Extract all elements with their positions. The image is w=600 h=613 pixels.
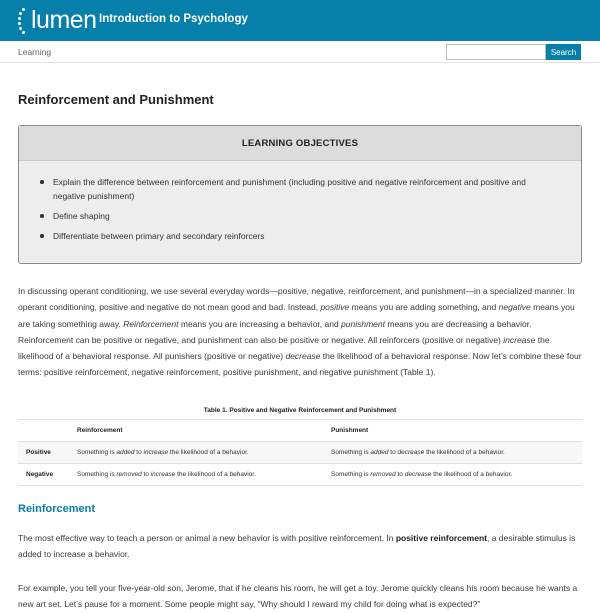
reinforcement-paragraph-2: For example, you tell your five-year-old son, Jerome, that if he cleans his room, he will get a toy. Jerome quickly cleans his room because he wants a new art set. Let’s pause for a moment. Some people might say, “Why should I reward my child for doing what is expected?” [18, 583, 578, 610]
emphasis: removed [370, 471, 396, 478]
text-span: the likelihood of a behavioral response. Now let’s combine these four terms: positive reinforcement, negative reinforcement, positive punishment, and negative punishment (Table 1). [18, 351, 582, 378]
text-span: The most effective way to teach a person or animal a new behavior is with positive reinforcement. In [18, 533, 396, 543]
bold-term: positive reinforcement [395, 533, 487, 543]
emphasis: increase [143, 449, 169, 456]
emphasis: Reinforcement [123, 318, 179, 329]
table-header-cell: Punishment [331, 420, 582, 442]
breadcrumb[interactable]: Learning [18, 47, 52, 57]
course-title[interactable]: Introduction to Psychology [99, 13, 248, 25]
row-label: Negative [18, 464, 77, 486]
learning-objectives-box [18, 125, 582, 264]
table-caption: Table 1. Positive and Negative Reinforcement and Punishment [203, 407, 397, 414]
text-span: the likelihood of a behavior. [168, 449, 249, 456]
text-span: In discussing operant conditioning, we use several everyday words—positive, negative, reinforcement, and punishment—in a specialized manner. In operant conditioning, positive and negative do not mean good and bad. Instead, [18, 286, 575, 313]
table-cell [331, 464, 582, 486]
table-cell [331, 442, 582, 464]
emphasis: decrease [404, 471, 432, 478]
table-row [18, 464, 582, 486]
table-cell [77, 442, 331, 464]
text-span: the likelihood of a behavioral response. All punishers (positive or negative) [18, 334, 550, 362]
page-title: Reinforcement and Punishment [18, 92, 214, 107]
logo-dots-icon [18, 8, 30, 34]
emphasis: positive [320, 302, 350, 313]
text-span: means you are increasing a behavior, and [178, 318, 342, 329]
text-span: Something is [331, 449, 371, 456]
text-span: to [388, 449, 398, 456]
emphasis: added [370, 449, 389, 456]
text-span: means you are taking something away. [18, 302, 575, 329]
table-row [18, 442, 582, 464]
emphasis: increase [150, 471, 176, 478]
emphasis: removed [116, 471, 142, 478]
text-span: to [395, 471, 405, 478]
learning-objectives-heading: LEARNING OBJECTIVES [19, 126, 581, 161]
learning-objectives-list [19, 161, 581, 243]
text-span: to [134, 449, 144, 456]
intro-paragraph [18, 283, 584, 381]
table-header-cell [18, 420, 77, 442]
text-span: the likelihood of a behavior. [431, 471, 513, 478]
sub-navigation-bar [0, 41, 600, 63]
emphasis: punishment [341, 318, 385, 329]
emphasis: increase [503, 334, 536, 345]
text-span: to [141, 471, 151, 478]
top-header-bar [0, 0, 600, 41]
reinforcement-paragraph-1 [18, 530, 584, 563]
list-item: Explain the difference between reinforcement and punishment (including positive and negative reinforcement and positive and negative punishment) [53, 175, 551, 203]
emphasis: decrease [285, 351, 321, 362]
text-span: means you are adding something, and [349, 302, 499, 313]
list-item: Define shaping [53, 209, 551, 223]
text-span: Something is [331, 471, 371, 478]
emphasis: negative [498, 302, 531, 313]
list-item: Differentiate between primary and secondary reinforcers [53, 229, 551, 243]
lumen-logo[interactable] [18, 6, 97, 36]
text-span: , a desirable stimulus is added to increase a behavior. [18, 533, 576, 560]
logo-text: lumen [31, 6, 97, 34]
text-span: Something is [77, 471, 117, 478]
text-span: the likelihood of a behavior. [424, 449, 505, 456]
text-span: the likelihood of a behavior. [175, 471, 256, 478]
reinforcement-punishment-table [18, 419, 582, 486]
text-span: Something is [77, 449, 117, 456]
table-header-cell: Reinforcement [77, 420, 331, 442]
search-input[interactable] [446, 44, 546, 60]
emphasis: added [116, 449, 135, 456]
emphasis: decrease [397, 449, 425, 456]
search-button[interactable]: Search [546, 44, 581, 60]
table-header-row [18, 420, 582, 442]
row-label: Positive [18, 442, 77, 464]
section-heading-reinforcement: Reinforcement [18, 503, 96, 515]
text-span: means you are decreasing a behavior. Reinforcement can be positive or negative, and punishment can also be positive or negative. All reinforcers (positive or negative) [18, 318, 532, 345]
table-cell [77, 464, 331, 486]
